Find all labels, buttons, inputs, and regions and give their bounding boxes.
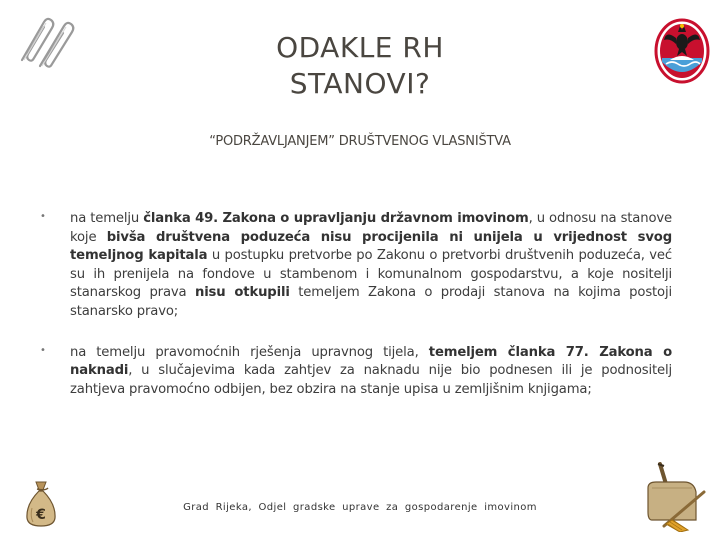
bullet-item-1 [40, 210, 672, 322]
bullet-list [40, 210, 672, 421]
bullet-segment: u postupku pretvorbe po Zakonu o pretvorbi društvenih poduzeća, već su ih prenijela na fondove u stambenom i komunalnom gospodarstvu, a koje nositelji stanarskog prava [70, 248, 672, 301]
bullet-segment: na temelju pravomoćnih rješenja upravnog tijela, [70, 344, 429, 360]
bullet-marker: • [40, 344, 46, 356]
bullet-segment: , u slučajevima kada zahtjev za naknadu nije bio podnesen ili je podnositelj zahtjeva pravomoćno odbijen, bez obzira na stanje upisa u zemljišnim knjigama; [70, 363, 672, 397]
slide-subtitle: “PODRŽAVLJANJEM” DRUŠTVENOG VLASNIŠTVA [209, 134, 511, 149]
bullet-text [70, 344, 672, 400]
bullet-marker: • [40, 211, 46, 222]
title-line-2: STANOVI? [289, 67, 431, 100]
bullet-segment: temeljem Zakona o prodaji stanova na kojima postoji stanarsko pravo; [70, 285, 673, 319]
paperclips-icon [14, 14, 82, 70]
bullet-segment-bold: članka 49. Zakona o upravljanju državnom imovinom [143, 211, 529, 226]
money-bag-icon [24, 478, 58, 528]
dustpan-broom-icon [644, 462, 712, 532]
footer-text: Grad Rijeka, Odjel gradske uprave za gospodarenje imovinom [183, 502, 537, 513]
bullet-segment-bold: nisu otkupili [194, 285, 290, 301]
bullet-item-2 [40, 344, 672, 400]
euro-symbol: € [36, 507, 46, 523]
bullet-segment: na temelju [70, 211, 144, 226]
bullet-text [70, 210, 672, 322]
title-line-1: ODAKLE RH [276, 31, 444, 64]
bullet-segment: , u odnosu na stanove koje [70, 211, 672, 245]
bullet-segment-bold: bivša društvena poduzeća nisu procijenila ni unijela u vrijednost svog temeljnog kapitala [70, 229, 672, 264]
coat-of-arms-logo [654, 18, 710, 84]
bullet-segment-bold: temeljem članka 77. Zakona o naknadi [70, 344, 672, 379]
slide-title [160, 30, 560, 102]
